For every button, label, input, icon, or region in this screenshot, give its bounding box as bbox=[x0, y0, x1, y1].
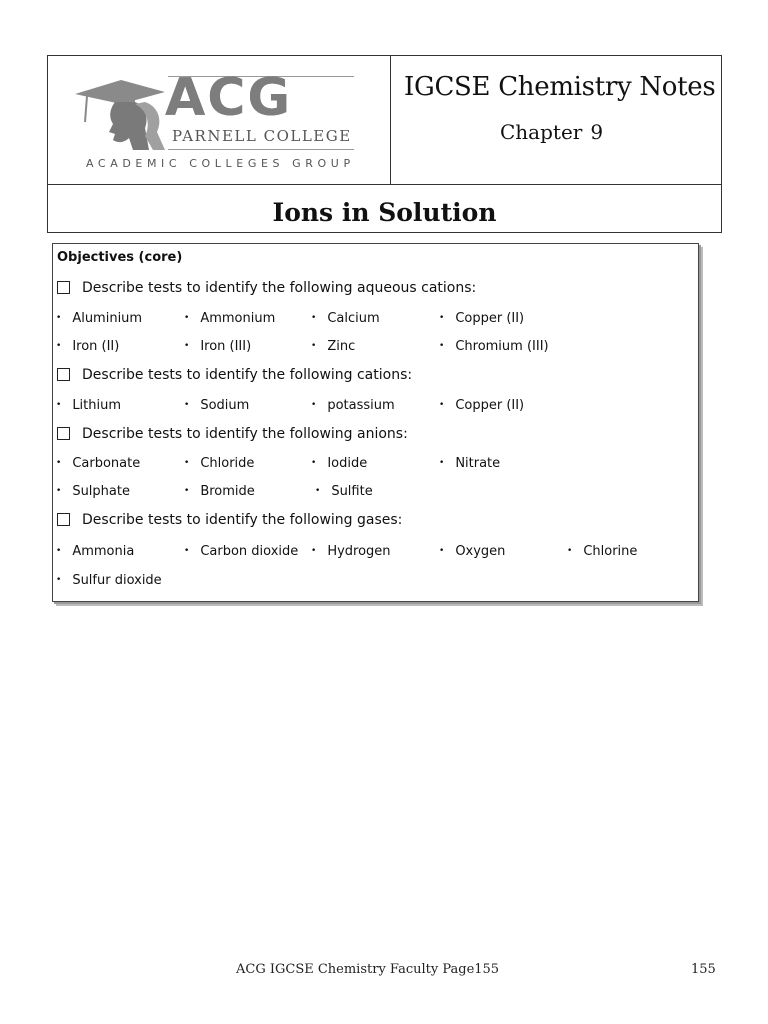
list-item: • Ammonia bbox=[56, 544, 134, 559]
objective-checkbox[interactable] bbox=[57, 368, 70, 381]
list-item: • Ammonium bbox=[184, 311, 275, 326]
list-item: • potassium bbox=[311, 398, 395, 413]
logo-cell bbox=[48, 56, 391, 184]
chapter-label bbox=[500, 120, 603, 144]
list-item: • Sulphate bbox=[56, 484, 130, 499]
page-title: Ions in Solution bbox=[272, 198, 497, 227]
graduate-silhouette-icon bbox=[73, 66, 173, 158]
list-item: • Lithium bbox=[56, 398, 121, 413]
title-cell bbox=[391, 56, 721, 184]
page-number: 155 bbox=[691, 962, 716, 977]
objective-row bbox=[57, 367, 412, 383]
logo-rule-bottom bbox=[168, 149, 354, 150]
list-item: • Carbon dioxide bbox=[184, 544, 298, 559]
objective-checkbox[interactable] bbox=[57, 281, 70, 294]
list-item: • Calcium bbox=[311, 311, 380, 326]
notes-title: IGCSE Chemistry Notes bbox=[404, 72, 716, 102]
header-divider bbox=[48, 184, 721, 185]
footer-text: ACG IGCSE Chemistry Faculty Page155 bbox=[236, 962, 500, 977]
objective-row bbox=[57, 512, 402, 528]
list-item: • Sodium bbox=[184, 398, 249, 413]
objectives-box bbox=[52, 243, 699, 602]
list-item: • Iron (II) bbox=[56, 339, 119, 354]
list-item: • Iodide bbox=[311, 456, 367, 471]
list-item: • Sulfite bbox=[315, 484, 373, 499]
list-item: • Chromium (III) bbox=[439, 339, 549, 354]
list-item: • Iron (III) bbox=[184, 339, 251, 354]
header-table bbox=[47, 55, 722, 233]
objective-checkbox[interactable] bbox=[57, 513, 70, 526]
objectives-heading: Objectives (core) bbox=[57, 250, 183, 265]
objective-description: Describe tests to identify the following gases: bbox=[82, 512, 403, 528]
group-name: ACADEMIC COLLEGES GROUP bbox=[86, 157, 355, 170]
chapter-number: 9 bbox=[590, 120, 604, 144]
list-item: • Chlorine bbox=[567, 544, 637, 559]
list-item: • Copper (II) bbox=[439, 311, 524, 326]
list-item: • Carbonate bbox=[56, 456, 140, 471]
objective-row bbox=[57, 426, 408, 442]
list-item: • Aluminium bbox=[56, 311, 142, 326]
college-name: PARNELL COLLEGE bbox=[172, 127, 352, 145]
objective-description: Describe tests to identify the following aqueous cations: bbox=[82, 280, 477, 296]
objective-row bbox=[57, 280, 476, 296]
list-item: • Chloride bbox=[184, 456, 254, 471]
objective-description: Describe tests to identify the following anions: bbox=[82, 426, 408, 442]
list-item: • Bromide bbox=[184, 484, 255, 499]
list-item: • Zinc bbox=[311, 339, 355, 354]
chapter-word: Chapter bbox=[500, 120, 583, 144]
list-item: • Sulfur dioxide bbox=[56, 573, 162, 588]
list-item: • Hydrogen bbox=[311, 544, 391, 559]
list-item: • Copper (II) bbox=[439, 398, 524, 413]
objective-checkbox[interactable] bbox=[57, 427, 70, 440]
logo-wordmark: ACG bbox=[165, 68, 293, 128]
objective-description: Describe tests to identify the following cations: bbox=[82, 367, 413, 383]
list-item: • Nitrate bbox=[439, 456, 500, 471]
list-item: • Oxygen bbox=[439, 544, 505, 559]
